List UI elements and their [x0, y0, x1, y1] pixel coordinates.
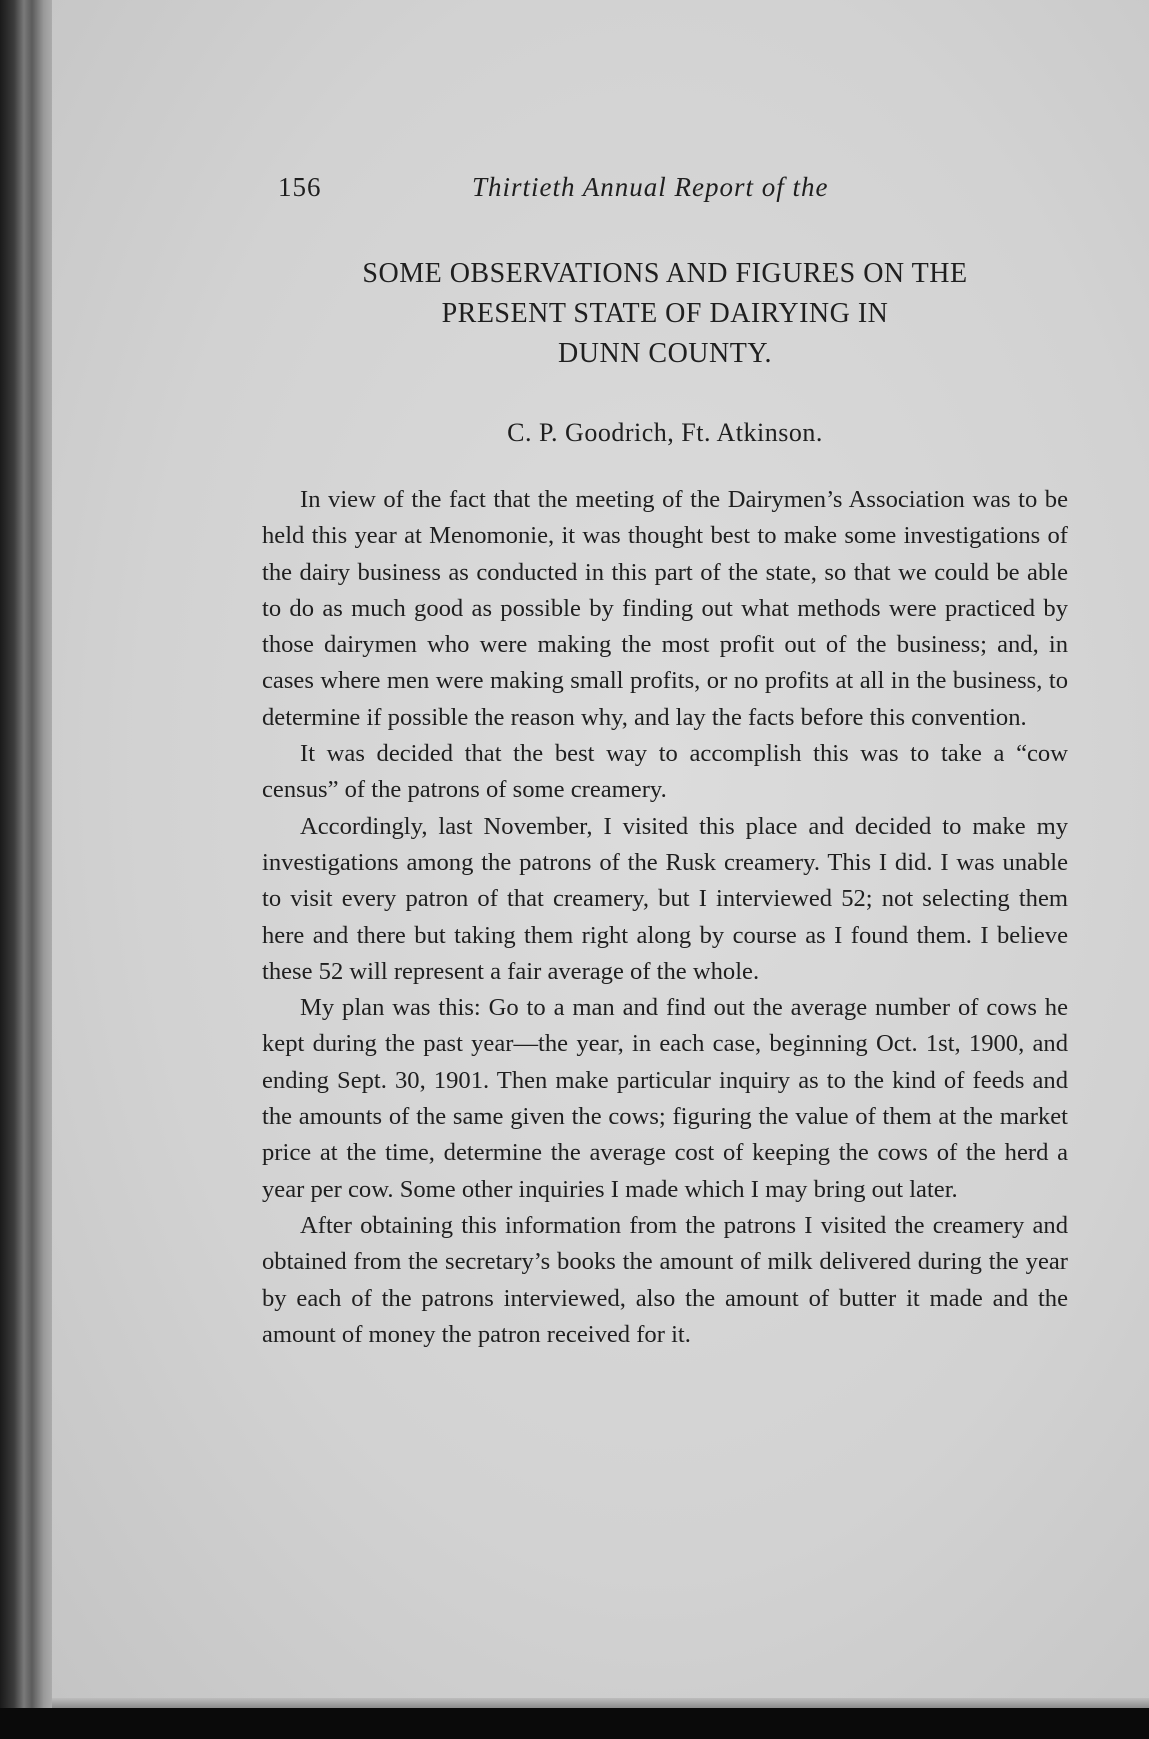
paragraph: It was decided that the best way to accomplish this was to take a “cow census” of the patrons of some creamery. — [262, 740, 1068, 804]
scan-background — [0, 1708, 1149, 1739]
running-head: Thirtieth Annual Report of the — [472, 172, 829, 202]
paragraph: After obtaining this information from the patrons I visited the creamery and obtained from the secretary’s books the amount of milk delivered during the year by each of the patrons interviewed, also the amount of butter it made and the amount of money the patron received for it. — [262, 1211, 1068, 1348]
article-title — [262, 254, 1068, 374]
title-line: SOME OBSERVATIONS AND FIGURES ON THE — [362, 258, 968, 289]
book-binding — [0, 0, 58, 1739]
article-body — [262, 482, 1068, 1353]
page-number: 156 — [278, 172, 322, 202]
page-bottom-edge — [52, 1698, 1149, 1708]
title-line: PRESENT STATE OF DAIRYING IN — [441, 298, 889, 329]
paragraph: Accordingly, last November, I visited this place and decided to make my investigations among the patrons of the Rusk creamery. This I did. I was unable to visit every patron of that creamery, but I interviewed 52; not selecting them here and there but taking them right along by course as I found them. I believe these 52 will represent a fair average of the whole. — [262, 812, 1068, 985]
title-line: DUNN COUNTY. — [558, 338, 772, 369]
paragraph: My plan was this: Go to a man and find out the average number of cows he kept during the past year—the year, in each case, beginning Oct. 1st, 1900, and ending Sept. 30, 1901. Then make particular inquiry as to the kind of feeds and the amounts of the same given the cows; figuring the value of them at the market price at the time, determine the average cost of keeping the cows of the herd a year per cow. Some other inquiries I made which I may bring out later. — [262, 994, 1068, 1203]
page-content — [262, 160, 1068, 1353]
page-header — [262, 160, 1068, 202]
author-byline: C. P. Goodrich, Ft. Atkinson. — [507, 418, 823, 447]
paragraph: In view of the fact that the meeting of the Dairymen’s Association was to be held this year at Menomonie, it was thought best to make some investigations of the dairy business as conducted in this part of the state, so that we could be able to do as much good as possible by finding out what methods were practiced by those dairymen who were making the most profit out of the business; and, in cases where men were making small profits, or no profits at all in the business, to determine if possible the reason why, and lay the facts before this convention. — [262, 486, 1068, 731]
